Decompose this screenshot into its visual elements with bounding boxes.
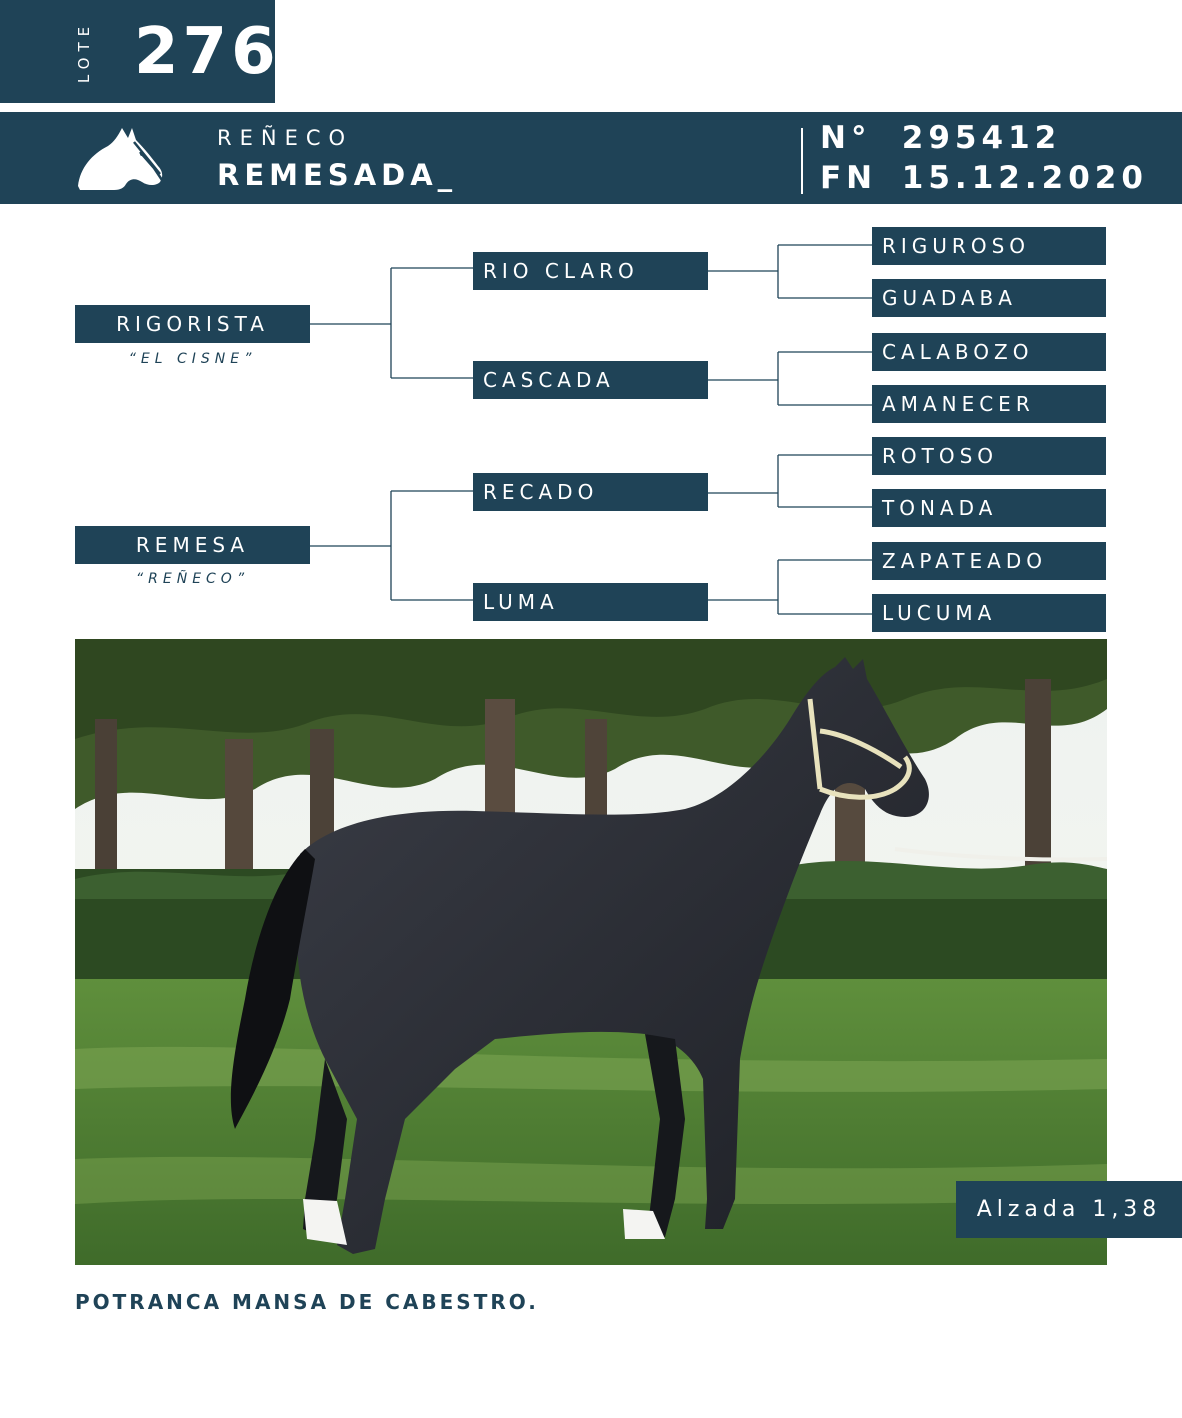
sire-breeder: “EL CISNE” [128,351,257,367]
breeder-name: REÑECO [217,126,354,150]
lot-remark: POTRANCA MANSA DE CABESTRO. [75,1290,539,1314]
horse-name: REMESADA_ [217,158,458,192]
lot-number: 276 [134,15,280,89]
sire-box: RIGORISTA [75,305,310,343]
great-grandparent-box: CALABOZO [872,333,1106,371]
great-grandparent-box: ZAPATEADO [872,542,1106,580]
lot-label: LOTE [75,20,93,84]
grandparent-box: CASCADA [473,361,708,399]
birth-date: 15.12.2020 [901,160,1148,196]
registration-label: N° [820,120,872,156]
birth-date-label: FN [820,160,878,196]
dam-box: REMESA [75,526,310,564]
grandparent-box: LUMA [473,583,708,621]
great-grandparent-box: AMANECER [872,385,1106,423]
great-grandparent-box: LUCUMA [872,594,1106,632]
great-grandparent-box: ROTOSO [872,437,1106,475]
dam-breeder: “REÑECO” [135,571,250,587]
height-badge: Alzada 1,38 [956,1181,1182,1238]
grandparent-box: RECADO [473,473,708,511]
great-grandparent-box: GUADABA [872,279,1106,317]
great-grandparent-box: RIGUROSO [872,227,1106,265]
horse-photo [75,639,1107,1265]
registration-number: 295412 [901,120,1062,156]
great-grandparent-box: TONADA [872,489,1106,527]
grandparent-box: RIO CLARO [473,252,708,290]
